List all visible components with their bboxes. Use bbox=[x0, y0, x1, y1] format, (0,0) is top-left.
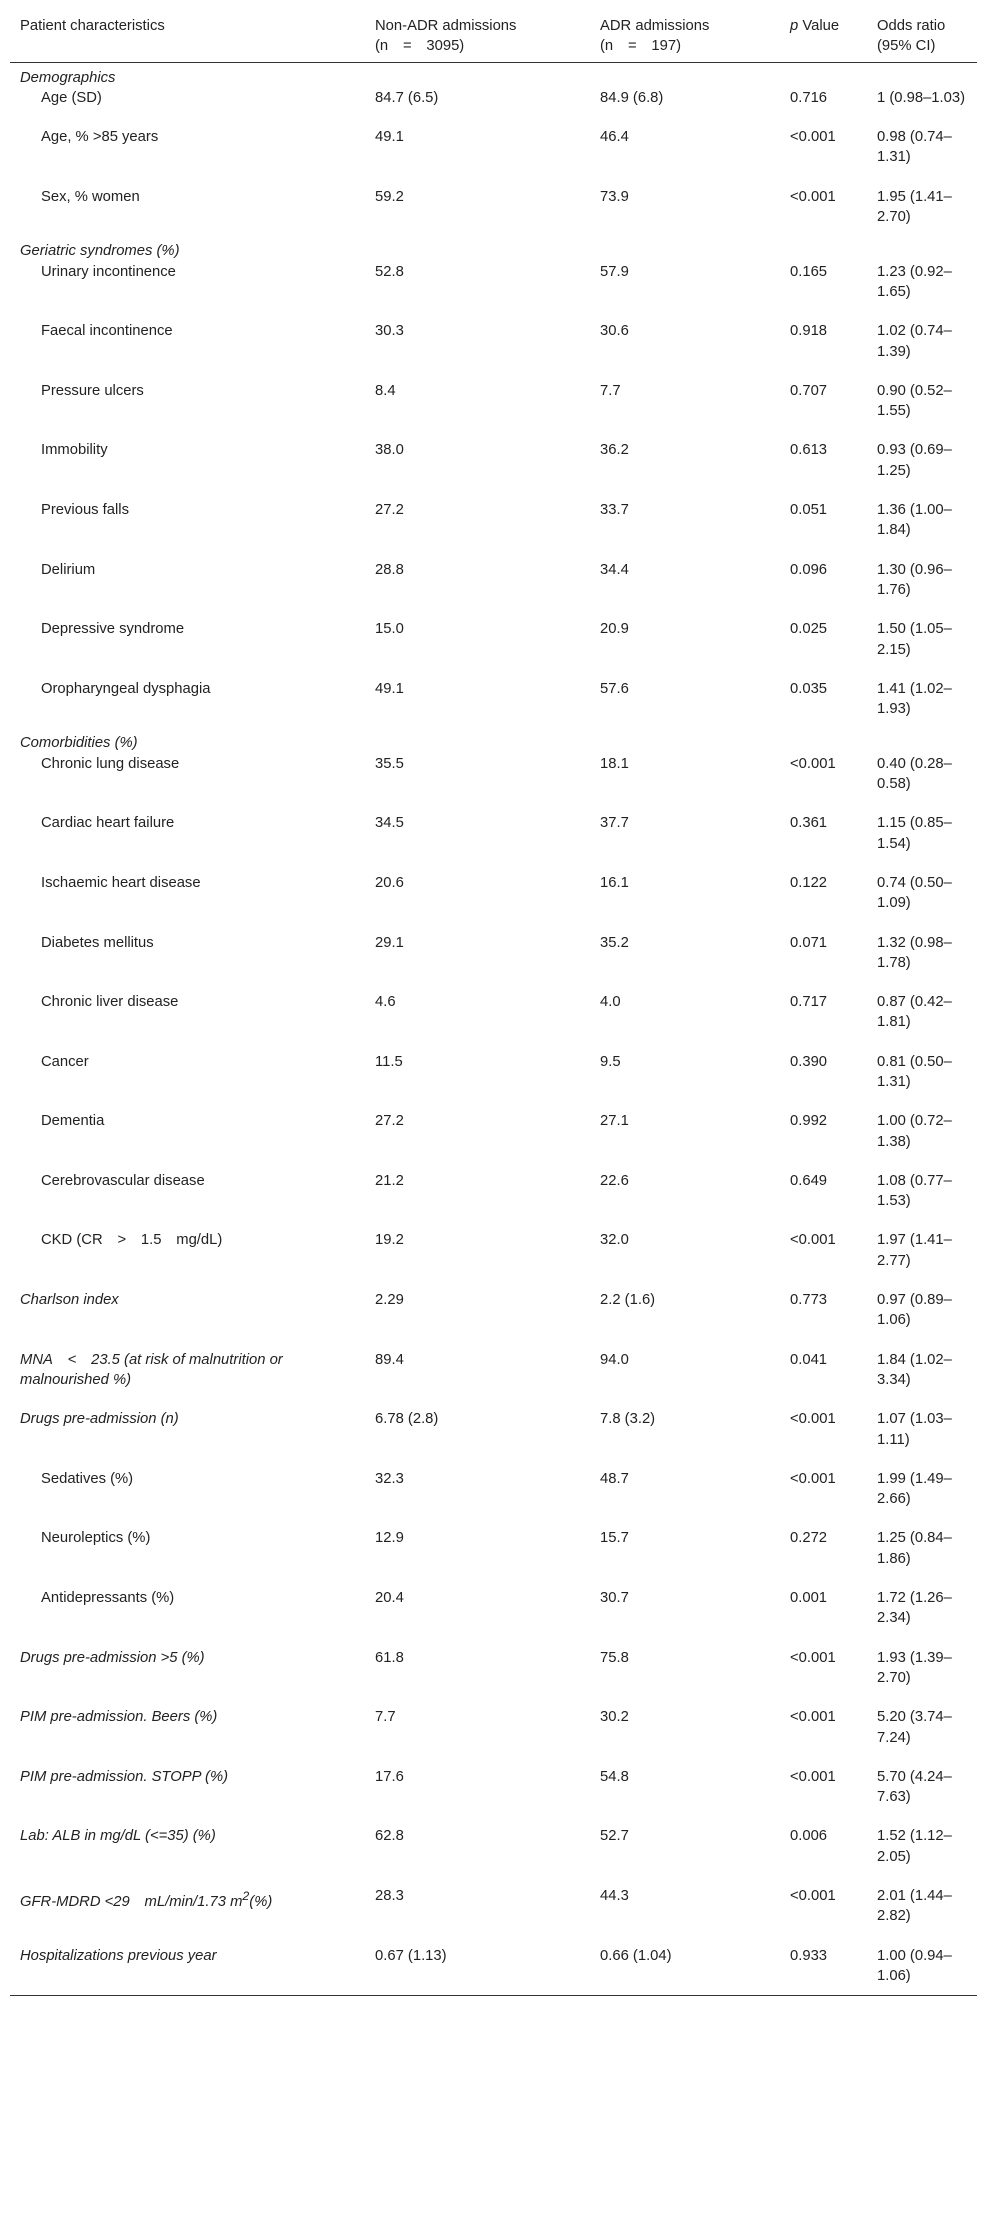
table-row bbox=[10, 1280, 977, 1340]
cell-adr: 22.6 bbox=[600, 1172, 629, 1189]
cell-adr: 34.4 bbox=[600, 561, 629, 578]
cell-adr: 36.2 bbox=[600, 442, 629, 459]
cell-p-value: 0.006 bbox=[790, 1828, 828, 1845]
group-label-demographics: Demographics bbox=[20, 69, 116, 86]
row-label: Faecal incontinence bbox=[41, 323, 173, 340]
cell-adr: 32.0 bbox=[600, 1232, 629, 1249]
cell-odds-ratio: 1.52 (1.12–2.05) bbox=[877, 1828, 952, 1865]
cell-odds-ratio: 0.97 (0.89–1.06) bbox=[877, 1292, 952, 1329]
cell-non-adr: 52.8 bbox=[375, 263, 404, 280]
cell-odds-ratio: 1.08 (0.77–1.53) bbox=[877, 1172, 952, 1210]
cell-non-adr: 38.0 bbox=[375, 442, 404, 459]
cell-odds-ratio: 1.50 (1.05–2.15) bbox=[877, 621, 952, 658]
cell-non-adr: 59.2 bbox=[375, 188, 404, 205]
cell-adr: 7.7 bbox=[600, 382, 621, 399]
cell-p-value: <0.001 bbox=[790, 1232, 836, 1249]
cell-non-adr: 27.2 bbox=[375, 502, 404, 519]
row-label: Age, % >85 years bbox=[41, 129, 159, 146]
row-label: Ischaemic heart disease bbox=[41, 874, 201, 891]
cell-odds-ratio: 5.70 (4.24–7.63) bbox=[877, 1768, 952, 1806]
cell-odds-ratio: 1.36 (1.00–1.84) bbox=[877, 502, 952, 539]
table-row bbox=[10, 117, 977, 177]
cell-p-value: <0.001 bbox=[790, 1649, 836, 1666]
cell-non-adr: 20.6 bbox=[375, 874, 404, 891]
cell-p-value: 0.041 bbox=[790, 1351, 828, 1368]
cell-non-adr: 12.9 bbox=[375, 1530, 404, 1547]
table-row bbox=[10, 1042, 977, 1102]
cell-adr: 30.7 bbox=[600, 1590, 629, 1607]
table-row bbox=[10, 1518, 977, 1578]
row-label: Sedatives (%) bbox=[41, 1470, 134, 1487]
cell-non-adr: 0.67 (1.13) bbox=[365, 1936, 590, 1996]
group-row-demographics bbox=[10, 62, 977, 88]
cell-adr: 7.8 (3.2) bbox=[600, 1411, 656, 1428]
cell-odds-ratio: 1.23 (0.92–1.65) bbox=[877, 263, 952, 300]
cell-adr: 84.9 (6.8) bbox=[600, 89, 664, 106]
cell-non-adr: 35.5 bbox=[375, 755, 404, 772]
table-row bbox=[10, 490, 977, 550]
cell-odds-ratio: 1.95 (1.41–2.70) bbox=[877, 188, 952, 226]
row-label: Depressive syndrome bbox=[41, 621, 185, 638]
row-label: Charlson index bbox=[20, 1292, 119, 1309]
row-label: Cerebrovascular disease bbox=[41, 1172, 205, 1189]
row-label: Previous falls bbox=[41, 502, 129, 519]
cell-odds-ratio: 0.40 (0.28–0.58) bbox=[877, 755, 952, 793]
row-label: MNA < 23.5 (at risk of malnutrition or malnourished %) bbox=[20, 1351, 287, 1388]
cell-non-adr: 19.2 bbox=[375, 1232, 404, 1249]
row-label: Oropharyngeal dysphagia bbox=[41, 680, 211, 697]
row-label: Pressure ulcers bbox=[41, 382, 144, 399]
table-row bbox=[10, 1399, 977, 1459]
row-label: Sex, % women bbox=[41, 188, 140, 205]
cell-odds-ratio: 1.25 (0.84–1.86) bbox=[877, 1530, 952, 1567]
cell-p-value: 0.025 bbox=[790, 621, 828, 638]
row-label bbox=[10, 1876, 365, 1936]
table-row bbox=[10, 371, 977, 431]
cell-odds-ratio: 1 (0.98–1.03) bbox=[877, 89, 966, 106]
row-label: PIM pre-admission. Beers (%) bbox=[20, 1709, 218, 1726]
cell-p-value: <0.001 bbox=[790, 1888, 836, 1904]
cell-p-value: <0.001 bbox=[790, 129, 836, 146]
table-row bbox=[10, 923, 977, 983]
row-label: Diabetes mellitus bbox=[41, 934, 154, 951]
cell-odds-ratio: 1.07 (1.03–1.11) bbox=[877, 1411, 952, 1448]
cell-adr: 57.9 bbox=[600, 263, 629, 280]
header-or-title: Odds ratio bbox=[877, 18, 946, 34]
row-label-suffix: (%) bbox=[249, 1893, 273, 1910]
row-label: Immobility bbox=[41, 442, 108, 459]
table-row bbox=[10, 1936, 977, 1996]
cell-adr: 30.2 bbox=[600, 1709, 629, 1726]
cell-p-value: 0.165 bbox=[790, 263, 828, 280]
table-header-row bbox=[10, 5, 977, 62]
cell-odds-ratio: 1.41 (1.02–1.93) bbox=[877, 680, 952, 718]
cell-non-adr: 6.78 (2.8) bbox=[375, 1411, 439, 1428]
header-or-ci: (95% CI) bbox=[877, 38, 936, 55]
cell-non-adr: 27.2 bbox=[375, 1113, 404, 1130]
cell-odds-ratio: 1.15 (0.85–1.54) bbox=[877, 815, 952, 852]
cell-adr: 16.1 bbox=[600, 874, 629, 891]
row-label: Hospitalizations previous year bbox=[10, 1936, 365, 1996]
cell-odds-ratio: 1.93 (1.39–2.70) bbox=[877, 1649, 952, 1686]
cell-odds-ratio: 0.90 (0.52–1.55) bbox=[877, 382, 952, 420]
cell-adr: 2.2 (1.6) bbox=[600, 1292, 656, 1309]
table-row bbox=[10, 1816, 977, 1876]
cell-adr: 52.7 bbox=[600, 1828, 629, 1845]
table-row bbox=[10, 550, 977, 610]
group-row-geriatric bbox=[10, 236, 977, 261]
cell-p-value: 0.272 bbox=[790, 1530, 828, 1547]
cell-non-adr: 28.8 bbox=[375, 561, 404, 578]
cell-adr: 0.66 (1.04) bbox=[590, 1936, 780, 1996]
cell-odds-ratio: 0.74 (0.50–1.09) bbox=[877, 874, 952, 912]
cell-non-adr: 8.4 bbox=[375, 382, 396, 399]
cell-non-adr: 20.4 bbox=[375, 1590, 404, 1607]
row-label: Delirium bbox=[41, 561, 96, 578]
table-row bbox=[10, 863, 977, 923]
row-label: Urinary incontinence bbox=[41, 263, 176, 280]
cell-non-adr: 21.2 bbox=[375, 1172, 404, 1189]
cell-adr: 20.9 bbox=[600, 621, 629, 638]
group-label-comorbidities: Comorbidities (%) bbox=[20, 735, 138, 752]
header-non-adr bbox=[365, 5, 590, 62]
cell-non-adr: 32.3 bbox=[375, 1470, 404, 1487]
table-row bbox=[10, 1220, 977, 1280]
cell-adr: 27.1 bbox=[600, 1113, 629, 1130]
cell-p-value: <0.001 bbox=[790, 1768, 836, 1785]
table-row bbox=[10, 1459, 977, 1519]
header-adr-title: ADR admissions bbox=[600, 18, 710, 34]
cell-odds-ratio: 1.30 (0.96–1.76) bbox=[877, 561, 952, 598]
cell-odds-ratio: 1.00 (0.72–1.38) bbox=[877, 1113, 952, 1150]
cell-odds-ratio: 1.72 (1.26–2.34) bbox=[877, 1590, 952, 1627]
cell-odds-ratio: 0.81 (0.50–1.31) bbox=[877, 1053, 952, 1090]
row-label: Chronic lung disease bbox=[41, 755, 180, 772]
cell-adr: 73.9 bbox=[600, 188, 629, 205]
cell-p-value: <0.001 bbox=[790, 188, 836, 205]
cell-adr: 75.8 bbox=[600, 1649, 629, 1666]
cell-p-value: 0.071 bbox=[790, 934, 828, 951]
table-row bbox=[10, 754, 977, 804]
cell-p-value: 0.773 bbox=[790, 1292, 828, 1309]
cell-p-value: <0.001 bbox=[790, 1470, 836, 1487]
row-label: Antidepressants (%) bbox=[41, 1590, 175, 1607]
cell-odds-ratio: 1.99 (1.49–2.66) bbox=[877, 1470, 952, 1508]
cell-adr: 4.0 bbox=[600, 994, 621, 1011]
table-row bbox=[10, 1340, 977, 1400]
table-row bbox=[10, 803, 977, 863]
cell-adr: 94.0 bbox=[600, 1351, 629, 1368]
cell-odds-ratio: 1.00 (0.94–1.06) bbox=[867, 1936, 977, 1996]
cell-non-adr: 49.1 bbox=[375, 680, 404, 697]
header-adr bbox=[590, 5, 780, 62]
cell-p-value: <0.001 bbox=[790, 1411, 836, 1428]
cell-p-value: 0.613 bbox=[790, 442, 828, 459]
cell-p-value: <0.001 bbox=[790, 1709, 836, 1726]
cell-non-adr: 29.1 bbox=[375, 934, 404, 951]
cell-adr: 54.8 bbox=[600, 1768, 629, 1785]
table-row bbox=[10, 311, 977, 371]
cell-odds-ratio: 0.93 (0.69–1.25) bbox=[877, 442, 952, 479]
cell-odds-ratio: 1.84 (1.02–3.34) bbox=[877, 1351, 952, 1388]
cell-non-adr: 62.8 bbox=[375, 1828, 404, 1845]
row-label: Age (SD) bbox=[41, 89, 102, 106]
cell-p-value: 0.035 bbox=[790, 680, 828, 697]
header-non-adr-title: Non-ADR admissions bbox=[375, 18, 517, 34]
cell-adr: 30.6 bbox=[600, 323, 629, 340]
table-row bbox=[10, 262, 977, 312]
table-row bbox=[10, 982, 977, 1042]
cell-p-value: 0.001 bbox=[790, 1590, 828, 1607]
cell-non-adr: 15.0 bbox=[375, 621, 404, 638]
cell-p-value: 0.918 bbox=[790, 323, 828, 340]
cell-p-value: 0.361 bbox=[790, 815, 828, 832]
cell-p-value: 0.096 bbox=[790, 561, 828, 578]
header-odds-ratio bbox=[867, 5, 977, 62]
table-row bbox=[10, 1638, 977, 1698]
cell-p-value: 0.717 bbox=[790, 994, 828, 1011]
table-row bbox=[10, 1578, 977, 1638]
cell-non-adr: 49.1 bbox=[375, 129, 404, 146]
table-row bbox=[10, 88, 977, 117]
group-row-comorbidities bbox=[10, 728, 977, 753]
header-non-adr-n: (n = 3095) bbox=[375, 38, 465, 55]
table-row bbox=[10, 669, 977, 729]
header-characteristics: Patient characteristics bbox=[10, 5, 365, 62]
cell-non-adr: 17.6 bbox=[375, 1768, 404, 1785]
cell-non-adr: 84.7 (6.5) bbox=[375, 89, 439, 106]
cell-p-value: 0.716 bbox=[790, 89, 828, 106]
cell-adr: 9.5 bbox=[600, 1053, 621, 1070]
cell-odds-ratio: 1.97 (1.41–2.77) bbox=[877, 1232, 952, 1269]
cell-non-adr: 4.6 bbox=[375, 994, 396, 1011]
cell-p-value: 0.707 bbox=[790, 382, 828, 399]
cell-adr: 35.2 bbox=[600, 934, 629, 951]
cell-odds-ratio: 1.02 (0.74–1.39) bbox=[877, 323, 952, 360]
cell-adr: 18.1 bbox=[600, 755, 629, 772]
cell-p-value: 0.122 bbox=[790, 874, 828, 891]
cell-p-value: <0.001 bbox=[790, 755, 836, 772]
cell-odds-ratio: 0.98 (0.74–1.31) bbox=[877, 129, 952, 166]
group-label-geriatric: Geriatric syndromes (%) bbox=[20, 243, 180, 260]
header-p-rest: Value bbox=[798, 18, 840, 34]
table-row bbox=[10, 1161, 977, 1221]
table-row bbox=[10, 1697, 977, 1757]
header-p-italic: p bbox=[790, 18, 799, 34]
cell-non-adr: 30.3 bbox=[375, 323, 404, 340]
cell-adr: 37.7 bbox=[600, 815, 629, 832]
cell-non-adr: 2.29 bbox=[375, 1292, 404, 1309]
row-label-text: GFR-MDRD <29 mL/min/1.73 m bbox=[20, 1893, 243, 1910]
cell-odds-ratio: 1.32 (0.98–1.78) bbox=[877, 934, 952, 971]
cell-non-adr: 34.5 bbox=[375, 815, 404, 832]
cell-p-value: 0.051 bbox=[790, 502, 828, 519]
header-adr-n: (n = 197) bbox=[600, 38, 682, 55]
cell-adr: 57.6 bbox=[600, 680, 629, 697]
row-label-superscript: 2 bbox=[242, 1889, 250, 1903]
cell-adr: 44.3 bbox=[600, 1888, 629, 1904]
row-label: Chronic liver disease bbox=[41, 994, 179, 1011]
table-row bbox=[10, 1101, 977, 1161]
cell-p-value: 0.992 bbox=[790, 1113, 828, 1130]
table-row bbox=[10, 1876, 977, 1936]
row-label: Cardiac heart failure bbox=[41, 815, 175, 832]
row-label: Neuroleptics (%) bbox=[41, 1530, 151, 1547]
row-label: CKD (CR > 1.5 mg/dL) bbox=[41, 1232, 223, 1249]
cell-non-adr: 7.7 bbox=[375, 1709, 396, 1726]
cell-non-adr: 28.3 bbox=[375, 1888, 404, 1904]
table-row bbox=[10, 1757, 977, 1817]
patient-characteristics-table bbox=[10, 5, 977, 1996]
row-label: PIM pre-admission. STOPP (%) bbox=[20, 1768, 229, 1785]
cell-adr: 15.7 bbox=[600, 1530, 629, 1547]
cell-adr: 48.7 bbox=[600, 1470, 629, 1487]
cell-p-value: 0.649 bbox=[790, 1172, 828, 1189]
header-p-value bbox=[780, 5, 867, 62]
row-label: Drugs pre-admission (n) bbox=[20, 1411, 179, 1428]
row-label: Dementia bbox=[41, 1113, 105, 1130]
table-row bbox=[10, 177, 977, 237]
cell-non-adr: 89.4 bbox=[375, 1351, 404, 1368]
cell-non-adr: 11.5 bbox=[375, 1053, 403, 1070]
cell-adr: 33.7 bbox=[600, 502, 629, 519]
cell-adr: 46.4 bbox=[600, 129, 629, 146]
cell-odds-ratio: 2.01 (1.44–2.82) bbox=[877, 1888, 952, 1925]
cell-p-value: 0.933 bbox=[780, 1936, 867, 1996]
cell-odds-ratio: 5.20 (3.74–7.24) bbox=[877, 1709, 952, 1746]
cell-odds-ratio: 0.87 (0.42–1.81) bbox=[877, 994, 952, 1031]
row-label: Lab: ALB in mg/dL (<=35) (%) bbox=[20, 1828, 216, 1845]
cell-non-adr: 61.8 bbox=[375, 1649, 404, 1666]
row-label: Drugs pre-admission >5 (%) bbox=[20, 1649, 205, 1666]
cell-p-value: 0.390 bbox=[790, 1053, 828, 1070]
table-row bbox=[10, 609, 977, 669]
row-label: Cancer bbox=[41, 1053, 89, 1070]
table-row bbox=[10, 430, 977, 490]
